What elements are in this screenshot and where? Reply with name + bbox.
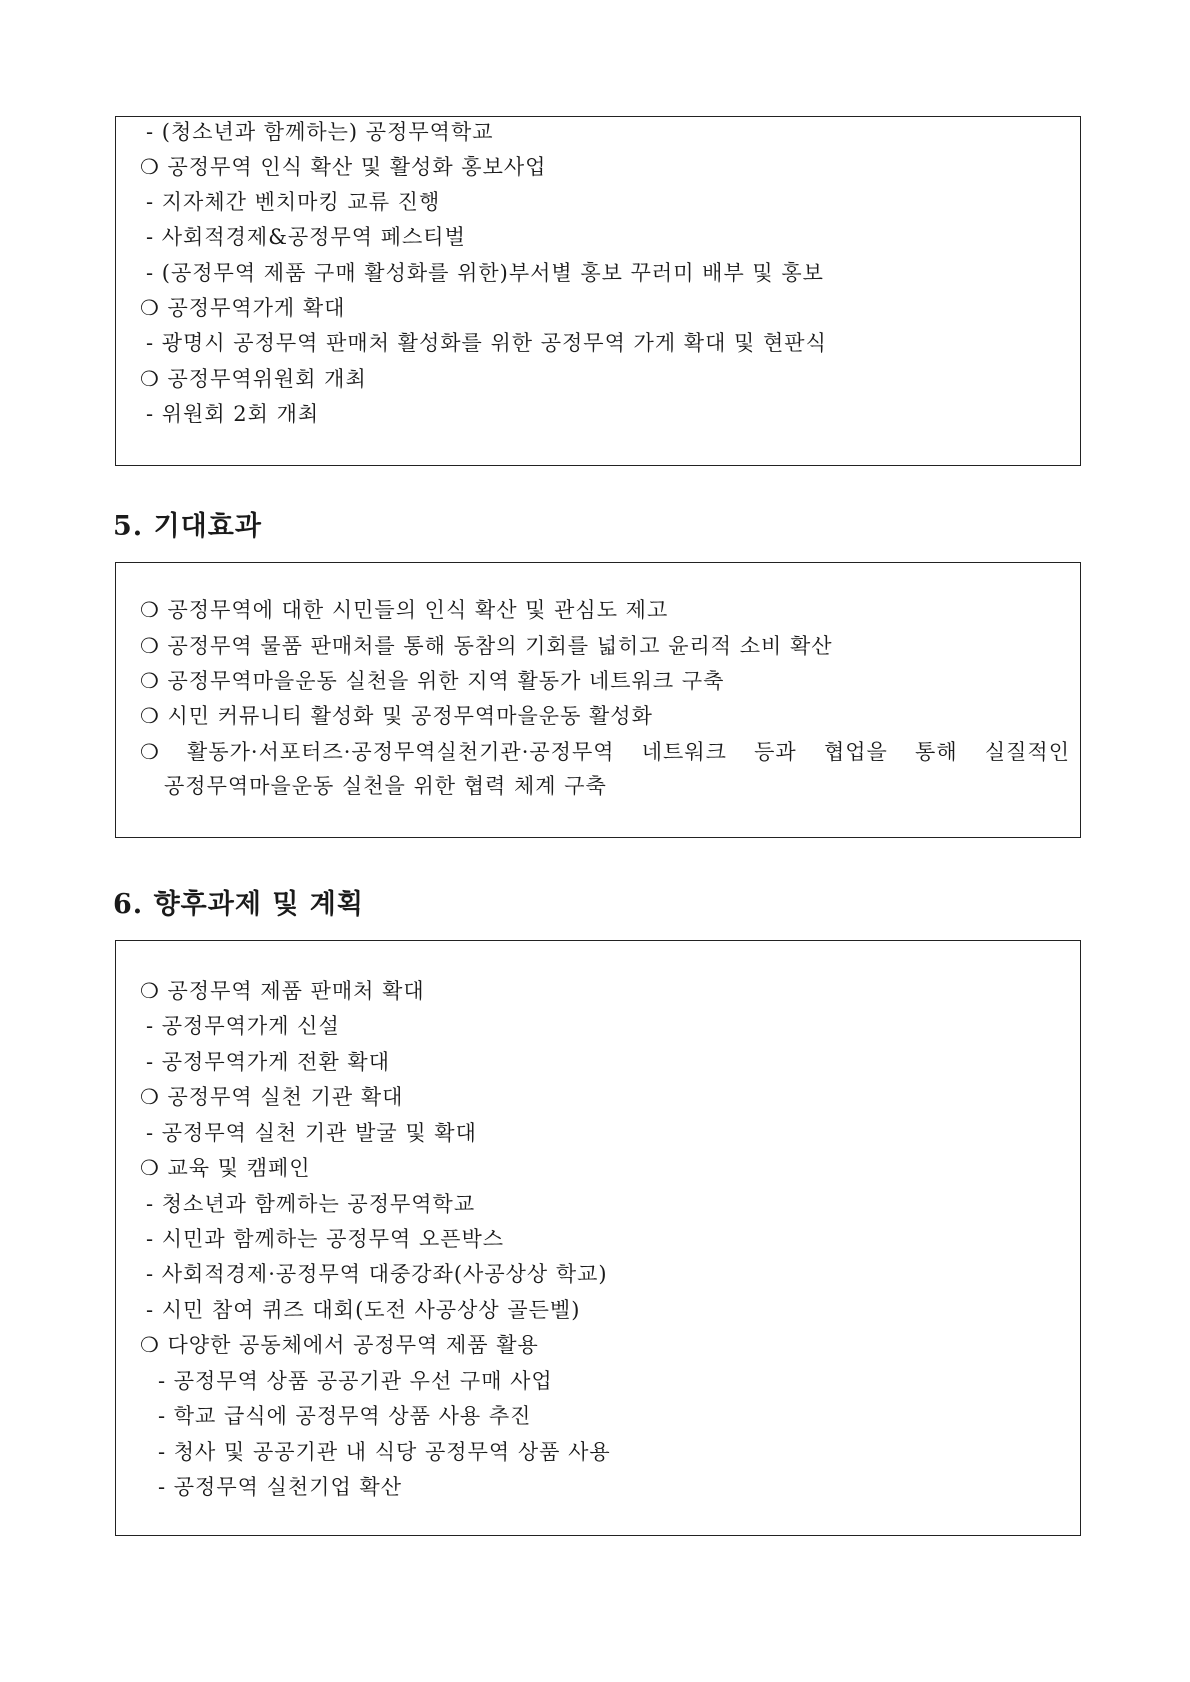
list-item: - 청소년과 함께하는 공정무역학교 [146, 1192, 476, 1216]
list-item: - 공정무역 실천 기관 발굴 및 확대 [146, 1121, 477, 1145]
list-item: - 광명시 공정무역 판매처 활성화를 위한 공정무역 가게 확대 및 현판식 [146, 331, 827, 355]
list-item: - 시민과 함께하는 공정무역 오픈박스 [146, 1227, 505, 1251]
list-item: ❍ 공정무역마을운동 실천을 위한 지역 활동가 네트워크 구축 [140, 669, 725, 693]
list-item: - 공정무역 실천기업 확산 [158, 1475, 402, 1499]
list-item: ❍ 공정무역 제품 판매처 확대 [140, 979, 425, 1003]
list-item: - 시민 참여 퀴즈 대회(도전 사공상상 골든벨) [146, 1298, 581, 1322]
list-item: ❍ 공정무역위원회 개최 [140, 367, 367, 391]
list-item: - 지자체간 벤치마킹 교류 진행 [146, 190, 441, 214]
list-item: - 학교 급식에 공정무역 상품 사용 추진 [158, 1404, 532, 1428]
list-item: ❍ 공정무역가게 확대 [140, 296, 346, 320]
list-item: ❍ 공정무역 물품 판매처를 통해 동참의 기회를 넓히고 윤리적 소비 확산 [140, 634, 833, 658]
list-item: ❍ 교육 및 캠페인 [140, 1156, 311, 1180]
section-heading-expected-effects: 5. 기대효과 [113, 511, 262, 542]
list-item: ❍ 시민 커뮤니티 활성화 및 공정무역마을운동 활성화 [140, 704, 653, 728]
future-tasks-box [115, 940, 1081, 1536]
list-item: ❍ 공정무역에 대한 시민들의 인식 확산 및 관심도 제고 [140, 598, 669, 622]
list-item-continuation: 공정무역마을운동 실천을 위한 협력 체계 구축 [164, 774, 607, 798]
list-item: ❍ 활동가·서포터즈·공정무역실천기관·공정무역 네트워크 등과 협업을 통해 실질적인 [140, 740, 1070, 764]
activity-list-box [115, 116, 1081, 466]
list-item: ❍ 공정무역 인식 확산 및 활성화 홍보사업 [140, 155, 547, 179]
list-item: - 공정무역 상품 공공기관 우선 구매 사업 [158, 1369, 553, 1393]
list-item: - 위원회 2회 개최 [146, 402, 320, 426]
list-item: - (공정무역 제품 구매 활성화를 위한)부서별 홍보 꾸러미 배부 및 홍보 [146, 261, 824, 285]
list-item: - 청사 및 공공기관 내 식당 공정무역 상품 사용 [158, 1440, 611, 1464]
list-item: - 공정무역가게 전환 확대 [146, 1050, 390, 1074]
section-heading-future-tasks: 6. 향후과제 및 계획 [113, 889, 364, 920]
expected-effects-box [115, 562, 1081, 838]
list-item: - 공정무역가게 신설 [146, 1014, 340, 1038]
list-item: ❍ 다양한 공동체에서 공정무역 제품 활용 [140, 1333, 539, 1357]
list-item: - (청소년과 함께하는) 공정무역학교 [146, 120, 494, 144]
list-item: ❍ 공정무역 실천 기관 확대 [140, 1085, 404, 1109]
list-item: - 사회적경제&공정무역 페스티벌 [146, 225, 466, 249]
list-item: - 사회적경제·공정무역 대중강좌(사공상상 학교) [146, 1262, 608, 1286]
